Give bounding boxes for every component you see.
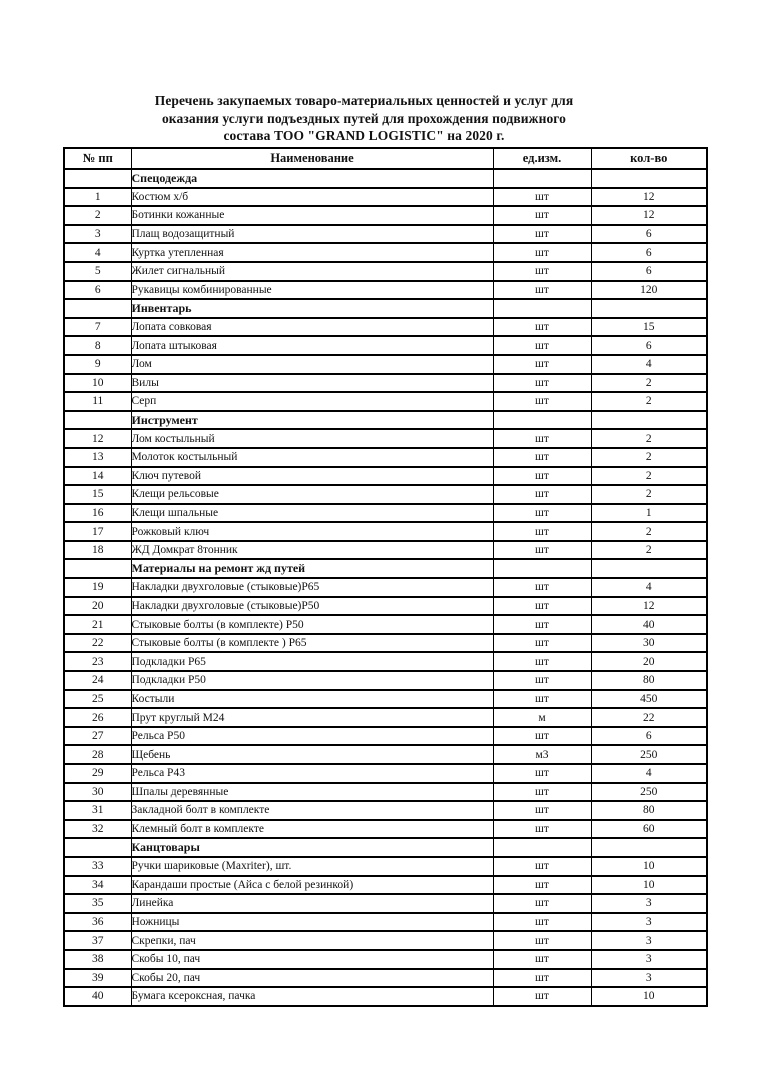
- unit-cell: шт: [493, 262, 591, 281]
- qty-cell: 2: [591, 392, 707, 411]
- item-name-cell: Клемный болт в комплекте: [131, 820, 493, 839]
- row-number-cell: 33: [64, 857, 131, 876]
- row-number-cell: 17: [64, 522, 131, 541]
- item-name-cell: Закладной болт в комплекте: [131, 801, 493, 820]
- table-row: [64, 783, 707, 802]
- column-header-qty: кол-во: [591, 148, 707, 169]
- qty-cell: 4: [591, 578, 707, 597]
- table-row: [64, 597, 707, 616]
- item-name-cell: Ручки шариковые (Maxriter), шт.: [131, 857, 493, 876]
- qty-cell: 3: [591, 931, 707, 950]
- row-number-cell: 15: [64, 485, 131, 504]
- table-row: [64, 504, 707, 523]
- unit-cell: шт: [493, 820, 591, 839]
- qty-cell: 4: [591, 764, 707, 783]
- item-name-cell: Клещи рельсовые: [131, 485, 493, 504]
- qty-cell: 22: [591, 708, 707, 727]
- unit-cell: шт: [493, 243, 591, 262]
- document-title-line-1: Перечень закупаемых товаро-материальных ценностей и услуг для: [154, 93, 574, 108]
- table-row: [64, 745, 707, 764]
- item-name-cell: Лопата совковая: [131, 318, 493, 337]
- row-number-cell: 30: [64, 783, 131, 802]
- row-number-cell: 21: [64, 615, 131, 634]
- item-name-cell: Молоток костыльный: [131, 448, 493, 467]
- table-row: [64, 281, 707, 300]
- item-name-cell: Плащ водозащитный: [131, 225, 493, 244]
- row-number-cell: [64, 559, 131, 578]
- row-number-cell: 12: [64, 429, 131, 448]
- unit-cell: шт: [493, 336, 591, 355]
- item-name-cell: Подкладки Р50: [131, 671, 493, 690]
- unit-cell: шт: [493, 950, 591, 969]
- table-row: [64, 188, 707, 207]
- table-row: [64, 801, 707, 820]
- unit-cell: [493, 411, 591, 430]
- row-number-cell: 25: [64, 690, 131, 709]
- section-title-cell: Инвентарь: [131, 299, 493, 318]
- table-row: [64, 690, 707, 709]
- unit-cell: шт: [493, 281, 591, 300]
- table-row: [64, 262, 707, 281]
- table-row: [64, 820, 707, 839]
- section-title-cell: Спецодежда: [131, 169, 493, 188]
- unit-cell: шт: [493, 783, 591, 802]
- unit-cell: шт: [493, 188, 591, 207]
- qty-cell: 12: [591, 206, 707, 225]
- row-number-cell: 39: [64, 969, 131, 988]
- qty-cell: 2: [591, 467, 707, 486]
- qty-cell: 250: [591, 745, 707, 764]
- table-row: [64, 522, 707, 541]
- unit-cell: м3: [493, 745, 591, 764]
- qty-cell: [591, 838, 707, 857]
- row-number-cell: 40: [64, 987, 131, 1006]
- qty-cell: [591, 411, 707, 430]
- unit-cell: шт: [493, 225, 591, 244]
- item-name-cell: Щебень: [131, 745, 493, 764]
- item-name-cell: Линейка: [131, 894, 493, 913]
- section-title-cell: Материалы на ремонт жд путей: [131, 559, 493, 578]
- row-number-cell: 1: [64, 188, 131, 207]
- qty-cell: 60: [591, 820, 707, 839]
- item-name-cell: Скобы 10, пач: [131, 950, 493, 969]
- unit-cell: шт: [493, 448, 591, 467]
- qty-cell: 2: [591, 374, 707, 393]
- qty-cell: 3: [591, 969, 707, 988]
- qty-cell: 15: [591, 318, 707, 337]
- qty-cell: 6: [591, 225, 707, 244]
- row-number-cell: 13: [64, 448, 131, 467]
- item-name-cell: Бумага ксероксная, пачка: [131, 987, 493, 1006]
- table-row: [64, 857, 707, 876]
- row-number-cell: [64, 838, 131, 857]
- section-row: [64, 411, 707, 430]
- item-name-cell: Ботинки кожанные: [131, 206, 493, 225]
- table-row: [64, 541, 707, 560]
- table-row: [64, 708, 707, 727]
- item-name-cell: Вилы: [131, 374, 493, 393]
- unit-cell: шт: [493, 374, 591, 393]
- qty-cell: 2: [591, 522, 707, 541]
- unit-cell: шт: [493, 801, 591, 820]
- table-header-row: [64, 148, 707, 169]
- table-row: [64, 764, 707, 783]
- table-row: [64, 652, 707, 671]
- unit-cell: шт: [493, 429, 591, 448]
- item-name-cell: Серп: [131, 392, 493, 411]
- item-name-cell: Шпалы деревянные: [131, 783, 493, 802]
- unit-cell: м: [493, 708, 591, 727]
- unit-cell: шт: [493, 931, 591, 950]
- qty-cell: 6: [591, 243, 707, 262]
- table-row: [64, 931, 707, 950]
- qty-cell: 2: [591, 448, 707, 467]
- item-name-cell: Костыли: [131, 690, 493, 709]
- qty-cell: 6: [591, 727, 707, 746]
- row-number-cell: 16: [64, 504, 131, 523]
- unit-cell: шт: [493, 615, 591, 634]
- qty-cell: 250: [591, 783, 707, 802]
- qty-cell: [591, 559, 707, 578]
- item-name-cell: Рожковый ключ: [131, 522, 493, 541]
- row-number-cell: 3: [64, 225, 131, 244]
- row-number-cell: 20: [64, 597, 131, 616]
- table-row: [64, 374, 707, 393]
- row-number-cell: 2: [64, 206, 131, 225]
- row-number-cell: 22: [64, 634, 131, 653]
- item-name-cell: Скрепки, пач: [131, 931, 493, 950]
- section-title-cell: Инструмент: [131, 411, 493, 430]
- qty-cell: 3: [591, 894, 707, 913]
- unit-cell: шт: [493, 671, 591, 690]
- row-number-cell: [64, 299, 131, 318]
- document-title-line-3: состава ТОО "GRAND LOGISTIC" на 2020 г.: [223, 128, 505, 143]
- table-row: [64, 392, 707, 411]
- unit-cell: шт: [493, 541, 591, 560]
- item-name-cell: Прут круглый М24: [131, 708, 493, 727]
- table-row: [64, 969, 707, 988]
- unit-cell: шт: [493, 857, 591, 876]
- unit-cell: [493, 299, 591, 318]
- row-number-cell: 7: [64, 318, 131, 337]
- unit-cell: шт: [493, 727, 591, 746]
- row-number-cell: 18: [64, 541, 131, 560]
- item-name-cell: Карандаши простые (Айса с белой резинкой): [131, 876, 493, 895]
- qty-cell: 10: [591, 876, 707, 895]
- unit-cell: шт: [493, 467, 591, 486]
- row-number-cell: 19: [64, 578, 131, 597]
- row-number-cell: 26: [64, 708, 131, 727]
- unit-cell: шт: [493, 913, 591, 932]
- unit-cell: шт: [493, 355, 591, 374]
- item-name-cell: ЖД Домкрат 8тонник: [131, 541, 493, 560]
- table-row: [64, 485, 707, 504]
- column-header-name: Наименование: [131, 148, 493, 169]
- qty-cell: 40: [591, 615, 707, 634]
- qty-cell: 3: [591, 950, 707, 969]
- qty-cell: 80: [591, 671, 707, 690]
- section-row: [64, 838, 707, 857]
- row-number-cell: 8: [64, 336, 131, 355]
- row-number-cell: 34: [64, 876, 131, 895]
- item-name-cell: Рельса Р50: [131, 727, 493, 746]
- unit-cell: [493, 838, 591, 857]
- qty-cell: [591, 169, 707, 188]
- row-number-cell: [64, 411, 131, 430]
- item-name-cell: Стыковые болты (в комплекте ) Р65: [131, 634, 493, 653]
- item-name-cell: Лом костыльный: [131, 429, 493, 448]
- unit-cell: шт: [493, 764, 591, 783]
- row-number-cell: 35: [64, 894, 131, 913]
- item-name-cell: Костюм х/б: [131, 188, 493, 207]
- item-name-cell: Ключ путевой: [131, 467, 493, 486]
- table-row: [64, 876, 707, 895]
- document-title-line-2: оказания услуги подъездных путей для прохождения подвижного: [161, 110, 567, 126]
- row-number-cell: 11: [64, 392, 131, 411]
- qty-cell: 2: [591, 485, 707, 504]
- item-name-cell: Ножницы: [131, 913, 493, 932]
- row-number-cell: 38: [64, 950, 131, 969]
- item-name-cell: Лопата штыковая: [131, 336, 493, 355]
- row-number-cell: [64, 169, 131, 188]
- item-name-cell: Клещи шпальные: [131, 504, 493, 523]
- row-number-cell: 24: [64, 671, 131, 690]
- qty-cell: 3: [591, 913, 707, 932]
- qty-cell: 80: [591, 801, 707, 820]
- qty-cell: 30: [591, 634, 707, 653]
- unit-cell: шт: [493, 206, 591, 225]
- table-row: [64, 913, 707, 932]
- row-number-cell: 9: [64, 355, 131, 374]
- qty-cell: 1: [591, 504, 707, 523]
- unit-cell: [493, 559, 591, 578]
- qty-cell: 12: [591, 188, 707, 207]
- item-name-cell: Рукавицы комбинированные: [131, 281, 493, 300]
- item-name-cell: Накладки двухголовые (стыковые)Р65: [131, 578, 493, 597]
- row-number-cell: 29: [64, 764, 131, 783]
- table-row: [64, 950, 707, 969]
- row-number-cell: 27: [64, 727, 131, 746]
- table-row: [64, 671, 707, 690]
- unit-cell: шт: [493, 969, 591, 988]
- table-row: [64, 243, 707, 262]
- unit-cell: шт: [493, 392, 591, 411]
- table-row: [64, 615, 707, 634]
- qty-cell: 20: [591, 652, 707, 671]
- unit-cell: шт: [493, 634, 591, 653]
- section-row: [64, 299, 707, 318]
- section-title-cell: Канцтовары: [131, 838, 493, 857]
- unit-cell: шт: [493, 504, 591, 523]
- qty-cell: 2: [591, 541, 707, 560]
- table-row: [64, 578, 707, 597]
- qty-cell: 4: [591, 355, 707, 374]
- row-number-cell: 28: [64, 745, 131, 764]
- qty-cell: 120: [591, 281, 707, 300]
- qty-cell: 10: [591, 857, 707, 876]
- qty-cell: 450: [591, 690, 707, 709]
- unit-cell: шт: [493, 987, 591, 1006]
- item-name-cell: Скобы 20, пач: [131, 969, 493, 988]
- unit-cell: шт: [493, 522, 591, 541]
- unit-cell: шт: [493, 894, 591, 913]
- unit-cell: [493, 169, 591, 188]
- row-number-cell: 5: [64, 262, 131, 281]
- table-row: [64, 355, 707, 374]
- table-row: [64, 429, 707, 448]
- unit-cell: шт: [493, 485, 591, 504]
- table-row: [64, 448, 707, 467]
- table-row: [64, 727, 707, 746]
- item-name-cell: Накладки двухголовые (стыковые)Р50: [131, 597, 493, 616]
- table-row: [64, 634, 707, 653]
- unit-cell: шт: [493, 690, 591, 709]
- procurement-table: [63, 147, 708, 1007]
- column-header-unit: ед.изм.: [493, 148, 591, 169]
- row-number-cell: 4: [64, 243, 131, 262]
- qty-cell: 6: [591, 262, 707, 281]
- table-row: [64, 225, 707, 244]
- table-row: [64, 467, 707, 486]
- document-title: [64, 92, 664, 145]
- row-number-cell: 10: [64, 374, 131, 393]
- item-name-cell: Рельса Р43: [131, 764, 493, 783]
- unit-cell: шт: [493, 876, 591, 895]
- section-row: [64, 169, 707, 188]
- qty-cell: 2: [591, 429, 707, 448]
- unit-cell: шт: [493, 318, 591, 337]
- section-row: [64, 559, 707, 578]
- row-number-cell: 31: [64, 801, 131, 820]
- qty-cell: 12: [591, 597, 707, 616]
- unit-cell: шт: [493, 578, 591, 597]
- table-row: [64, 336, 707, 355]
- qty-cell: 10: [591, 987, 707, 1006]
- table-row: [64, 318, 707, 337]
- item-name-cell: Подкладки Р65: [131, 652, 493, 671]
- table-row: [64, 894, 707, 913]
- item-name-cell: Стыковые болты (в комплекте) Р50: [131, 615, 493, 634]
- table-row: [64, 206, 707, 225]
- column-header-num: № пп: [64, 148, 131, 169]
- qty-cell: [591, 299, 707, 318]
- row-number-cell: 23: [64, 652, 131, 671]
- row-number-cell: 32: [64, 820, 131, 839]
- item-name-cell: Лом: [131, 355, 493, 374]
- row-number-cell: 6: [64, 281, 131, 300]
- item-name-cell: Жилет сигнальный: [131, 262, 493, 281]
- table-row: [64, 987, 707, 1006]
- qty-cell: 6: [591, 336, 707, 355]
- row-number-cell: 14: [64, 467, 131, 486]
- unit-cell: шт: [493, 597, 591, 616]
- row-number-cell: 37: [64, 931, 131, 950]
- item-name-cell: Куртка утепленная: [131, 243, 493, 262]
- unit-cell: шт: [493, 652, 591, 671]
- row-number-cell: 36: [64, 913, 131, 932]
